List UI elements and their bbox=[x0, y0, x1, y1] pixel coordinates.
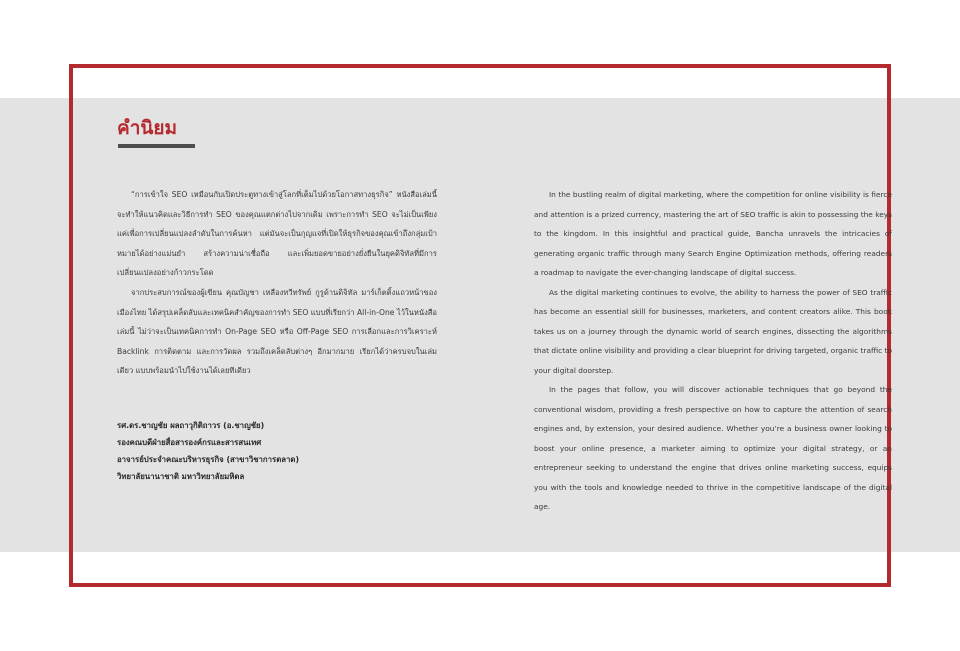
english-paragraph: As the digital marketing continues to evolve, the ability to harness the power of SEO traffic has become an essential skill for businesses, marketers, and content creators alike. This book takes us on a journey through the dynamic world of search engines, dissecting the algorithms that dictate online visibility and providing a clear blueprint for driving targeted, organic traffic to your digital doorstep. bbox=[534, 287, 892, 375]
thai-paragraph: จากประสบการณ์ของผู้เขียน คุณบัญชา เหลืองทวีทรัพย์ กูรูด้านดิจิทัล มาร์เก็ตติ้งแถวหน้าของเมืองไทย ได้สรุปเคล็ดลับและเทคนิคสำคัญของการทำ SEO แบบที่เรียกว่า All-in-One ไว้ในหนังสือเล่มนี้ ไม่ว่าจะเป็นเทคนิคการทำ On-Page SEO หรือ Off-Page SEO การเลือกและการวิเคราะห์ Backlink การติดตาม และการวัดผล รวมถึงเคล็ดลับต่างๆ อีกมากมาย เรียกได้ว่าครบจบในเล่มเดียว แบบพร้อมนำไปใช้งานได้เลยทีเดียว bbox=[117, 287, 437, 376]
title-underline bbox=[118, 144, 195, 148]
english-foreword-column bbox=[534, 185, 892, 517]
signature-position: อาจารย์ประจำคณะบริหารธุรกิจ (สาขาวิชาการตลาด) bbox=[117, 455, 300, 464]
english-paragraph: In the bustling realm of digital marketing, where the competition for online visibility is fierce and attention is a prized currency, mastering the art of SEO traffic is akin to possessing the keys to the kingdom. In this insightful and practical guide, Bancha unravels the intricacies of generating organic traffic through many Search Engine Optimization methods, offering readers a roadmap to navigate the ever-changing landscape of digital success. bbox=[534, 190, 892, 277]
signature-institution: วิทยาลัยนานาชาติ มหาวิทยาลัยมหิดล bbox=[117, 472, 245, 481]
signature-block bbox=[117, 417, 437, 485]
thai-foreword-column bbox=[117, 185, 437, 381]
thai-paragraph: “การเข้าใจ SEO เหมือนกับเปิดประตูทางเข้าสู่โลกที่เต็มไปด้วยโอกาสทางธุรกิจ” หนังสือเล่มนี้จะทำให้แนวคิดและวิธีการทำ SEO ของคุณแตกต่างไปจากเดิม เพราะการทำ SEO จะไม่เป็นเพียงแค่เพื่อการเปลี่ยนแปลงลำดับในการค้นหา แต่มันจะเป็นกุญแจที่เปิดให้ธุรกิจของคุณเข้าถึงกลุ่มเป้าหมายได้อย่างแม่นยำ สร้างความน่าเชื่อถือ และเพิ่มยอดขายอย่างยั่งยืนในยุคดิจิทัลที่มีการเปลี่ยนแปลงอย่างก้าวกระโดด bbox=[117, 190, 437, 278]
signature-position: รองคณบดีฝ่ายสื่อสารองค์กรและสารสนเทศ bbox=[117, 438, 262, 447]
signature-name: รศ.ดร.ชาญชัย ผลถาวุกิติถาวร (อ.ชาญชัย) bbox=[117, 421, 265, 430]
english-paragraph: In the pages that follow, you will discover actionable techniques that go beyond the conventional wisdom, providing a fresh perspective on how to capture the attention of search engines and, by extension, your desired audience. Whether you’re a business owner looking to boost your online presence, a marketer aiming to optimize your digital strategy, or an entrepreneur seeking to understand the engine that drives online marketing success, equips you with the tools and knowledge needed to thrive in the competitive landscape of the digital age. bbox=[534, 385, 892, 511]
page-title: คำนิยม bbox=[117, 117, 178, 139]
